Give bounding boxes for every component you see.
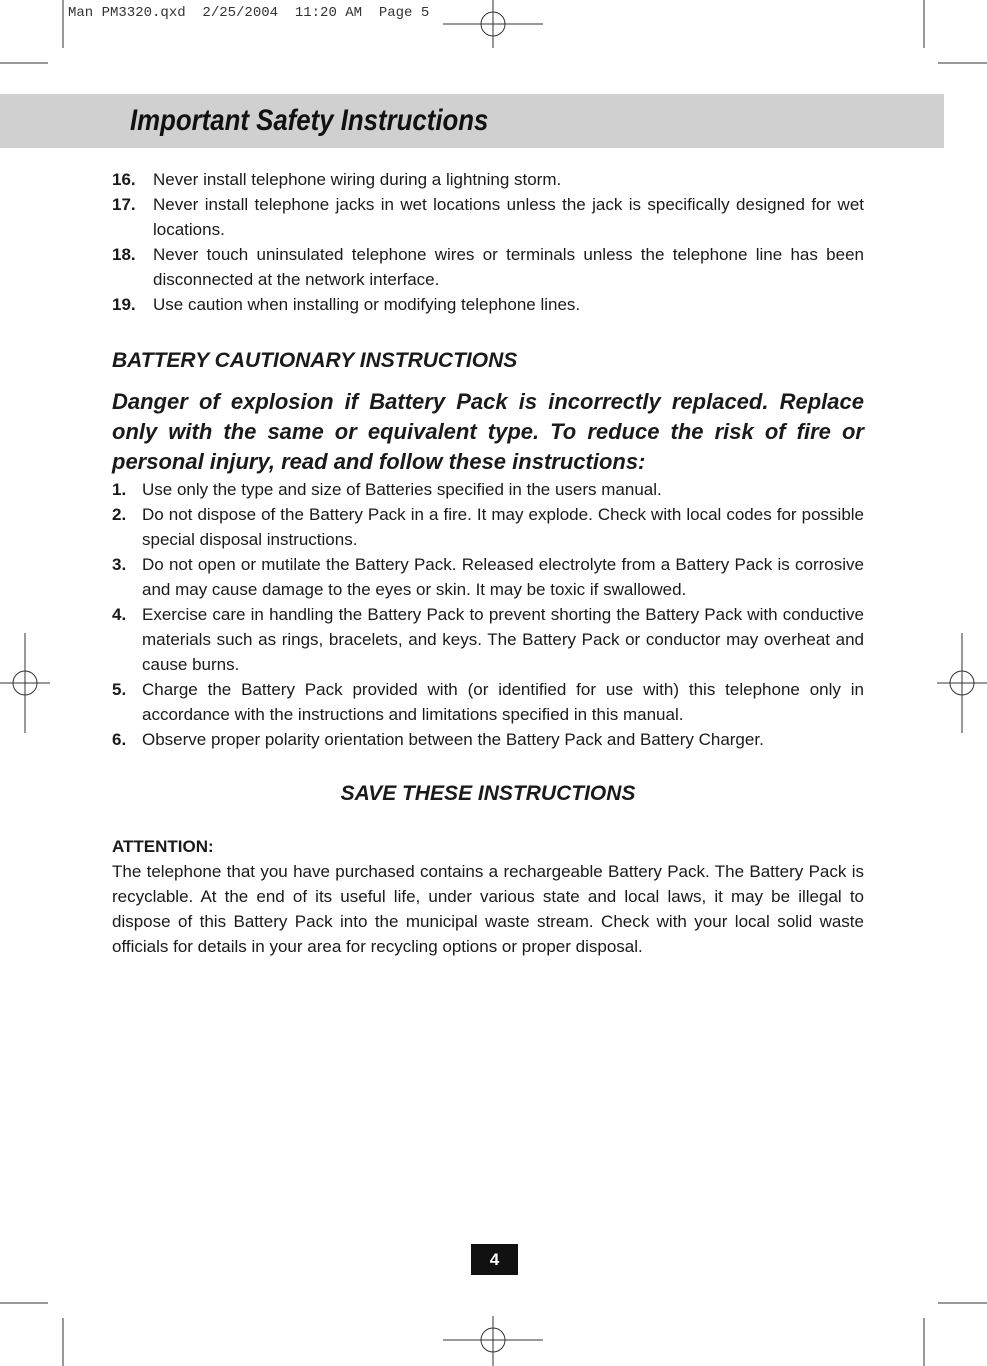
list-item	[112, 192, 864, 242]
battery-instructions-list	[112, 477, 864, 752]
item-text: Exercise care in handling the Battery Pack to prevent shorting the Battery Pack with conductive materials such as rings, bracelets, and keys. The Battery Pack or conductor may overheat and cause burns.	[142, 605, 864, 674]
item-text: Never touch uninsulated telephone wires or terminals unless the telephone line has been disconnected at the network interface.	[153, 245, 864, 289]
list-item	[112, 677, 864, 727]
battery-section-heading: BATTERY CAUTIONARY INSTRUCTIONS	[112, 349, 518, 372]
danger-warning: Danger of explosion if Battery Pack is incorrectly replaced. Replace only with the same or equivalent type. To reduce the risk of fire or personal injury, read and follow these instructions:	[112, 389, 864, 474]
list-item	[112, 602, 864, 677]
item-text: Do not open or mutilate the Battery Pack. Released electrolyte from a Battery Pack is corrosive and may cause damage to the eyes or skin. It may be toxic if swallowed.	[142, 555, 864, 599]
item-number: 19.	[112, 295, 136, 314]
item-number: 16.	[112, 170, 136, 189]
item-text: Never install telephone jacks in wet locations unless the jack is specifically designed for wet locations.	[153, 195, 864, 239]
list-item	[112, 552, 864, 602]
item-number: 2.	[112, 505, 127, 524]
page-number: 4	[471, 1244, 518, 1275]
item-number: 6.	[112, 730, 127, 749]
list-item	[112, 502, 864, 552]
list-item	[112, 167, 864, 192]
list-item	[112, 292, 864, 317]
item-text: Charge the Battery Pack provided with (or identified for use with) this telephone only in accordance with the instructions and limitations specified in this manual.	[142, 680, 864, 724]
item-number: 5.	[112, 680, 127, 699]
item-number: 17.	[112, 195, 136, 214]
item-number: 18.	[112, 245, 136, 264]
safety-instructions-list	[112, 167, 864, 317]
main-content	[112, 167, 864, 959]
list-item	[112, 242, 864, 292]
item-number: 4.	[112, 605, 127, 624]
item-number: 3.	[112, 555, 127, 574]
item-text: Use only the type and size of Batteries specified in the users manual.	[142, 480, 662, 499]
item-text: Use caution when installing or modifying telephone lines.	[153, 295, 581, 314]
item-text: Do not dispose of the Battery Pack in a fire. It may explode. Check with local codes for possible special disposal instructions.	[142, 505, 864, 549]
attention-text: The telephone that you have purchased contains a rechargeable Battery Pack. The Battery Pack is recyclable. At the end of its useful life, under various state and local laws, it may be illegal to dispose of this Battery Pack into the municipal waste stream. Check with your local solid waste officials for details in your area for recycling options or proper disposal.	[112, 862, 864, 956]
item-number: 1.	[112, 480, 127, 499]
list-item	[112, 477, 864, 502]
item-text: Observe proper polarity orientation between the Battery Pack and Battery Charger.	[142, 730, 764, 749]
list-item	[112, 727, 864, 752]
printer-slug: Man PM3320.qxd 2/25/2004 11:20 AM Page 5	[68, 5, 430, 21]
save-instructions-heading: SAVE THESE INSTRUCTIONS	[340, 782, 636, 805]
item-text: Never install telephone wiring during a lightning storm.	[153, 170, 562, 189]
attention-label: ATTENTION:	[112, 837, 214, 856]
page-title: Important Safety Instructions	[130, 104, 489, 137]
